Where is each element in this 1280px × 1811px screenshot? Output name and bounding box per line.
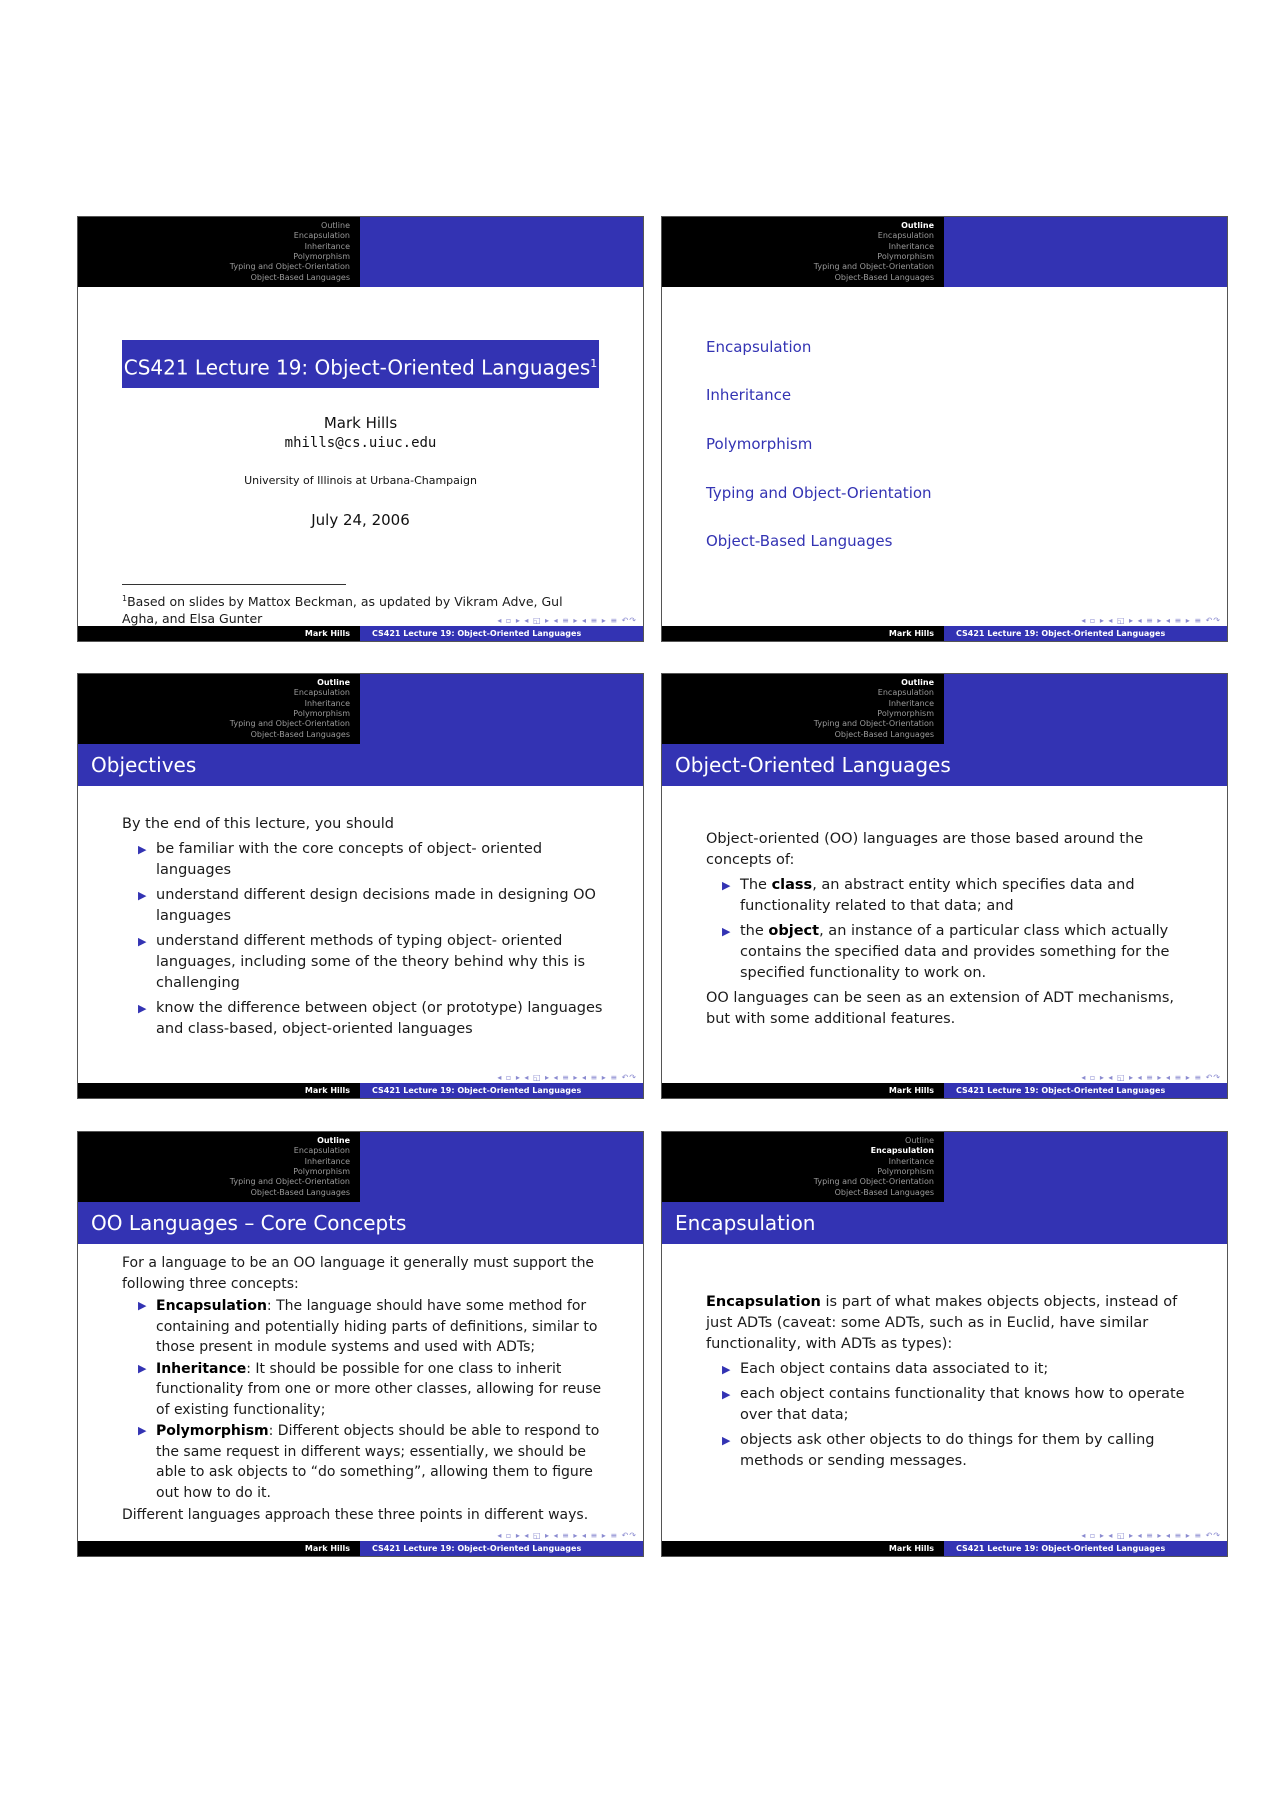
header-band (360, 674, 643, 744)
header-band (944, 217, 1227, 287)
outro-text: Different languages approach these three points in different ways. (122, 1507, 589, 1523)
nav-object-based[interactable]: Object-Based Languages (834, 1187, 934, 1197)
bullet-icon: ▶ (722, 1388, 731, 1401)
footer-title: CS421 Lecture 19: Object-Oriented Languages (360, 626, 643, 641)
slide-body (122, 814, 603, 1044)
text-post: : It should be possible for one class to inherit functionality from one or more other classes, allowing for reuse of existing functionality; (156, 1360, 602, 1418)
list-item (722, 921, 1187, 984)
nav-inheritance[interactable]: Inheritance (304, 241, 350, 251)
core-concepts-list (122, 1296, 603, 1503)
nav-polymorphism[interactable]: Polymorphism (877, 1167, 934, 1176)
bullet-icon: ▶ (138, 1299, 147, 1312)
intro-rest: is part of what makes objects objects, instead of just ADTs (caveat: some ADTs, such as in Euclid, have similar functionality, with ADTs as types): (706, 1294, 1178, 1352)
slide-header (662, 1132, 1227, 1202)
list-item-text: each object contains functionality that knows how to operate over that data; (740, 1386, 1185, 1423)
nav-encapsulation[interactable]: Encapsulation (293, 688, 350, 698)
slide-encapsulation (661, 1131, 1228, 1557)
frame-title: Objectives (78, 744, 643, 786)
bullet-icon: ▶ (722, 1363, 731, 1376)
slide-footer (662, 1541, 1227, 1556)
term-class: class (771, 877, 813, 893)
bullet-icon: ▶ (138, 935, 147, 948)
slide-footer (78, 1541, 643, 1556)
bullet-icon: ▶ (138, 1361, 147, 1375)
term-object: object (768, 923, 820, 939)
footer-title: CS421 Lecture 19: Object-Oriented Languages (944, 1541, 1227, 1556)
slide-objectives (77, 673, 644, 1099)
nav-object-based[interactable]: Object-Based Languages (834, 729, 934, 739)
nav-outline[interactable]: Outline (317, 678, 350, 688)
list-item (722, 1359, 1187, 1380)
text-post: , an instance of a particular class which actually contains the specified data and provides something for the specified functionality to work on. (740, 923, 1170, 981)
slide-footer (78, 1083, 643, 1098)
list-item (138, 931, 603, 994)
nav-object-based[interactable]: Object-Based Languages (250, 272, 350, 282)
frame-title: Object-Oriented Languages (662, 744, 1227, 786)
section-nav (78, 674, 360, 744)
bullet-icon: ▶ (722, 925, 731, 938)
list-item-text: Each object contains data associated to it; (740, 1361, 1049, 1377)
nav-outline[interactable]: Outline (901, 678, 934, 688)
footer-title: CS421 Lecture 19: Object-Oriented Languages (360, 1541, 643, 1556)
footer-title: CS421 Lecture 19: Object-Oriented Languages (944, 626, 1227, 641)
nav-typing[interactable]: Typing and Object-Orientation (229, 262, 350, 272)
toc-item-typing[interactable]: Typing and Object-Orientation (706, 484, 932, 502)
beamer-nav-symbols[interactable]: ◂ ▫ ▸ ◂ ◱ ▸ ◂ ≡ ▸ ◂ ≡ ▸ ≡ ↶↷ (1081, 616, 1221, 625)
text-pre: the (740, 923, 769, 939)
nav-inheritance[interactable]: Inheritance (304, 698, 350, 708)
header-band (944, 674, 1227, 744)
intro-text: For a language to be an OO language it generally must support the following three concepts: (122, 1255, 595, 1292)
slide-outline (661, 216, 1228, 642)
nav-typing[interactable]: Typing and Object-Orientation (229, 1177, 350, 1187)
list-item (138, 1296, 603, 1358)
nav-polymorphism[interactable]: Polymorphism (877, 709, 934, 718)
list-item-text: know the difference between object (or prototype) languages and class-based, object-oriented languages (156, 1000, 603, 1037)
header-band (360, 217, 643, 287)
nav-encapsulation[interactable]: Encapsulation (877, 231, 934, 241)
nav-outline[interactable]: Outline (321, 221, 350, 231)
title-footnote-mark: 1 (590, 357, 598, 370)
intro-text: By the end of this lecture, you should (122, 816, 394, 832)
header-band (944, 1132, 1227, 1202)
bullet-icon: ▶ (138, 843, 147, 856)
slide-body (706, 829, 1187, 1030)
nav-polymorphism[interactable]: Polymorphism (877, 252, 934, 261)
text-post: : Different objects should be able to respond to the same request in different ways; essentially, we should be able to ask objects to “do something”, allowing them to figure out how to do it. (156, 1423, 600, 1501)
nav-polymorphism[interactable]: Polymorphism (293, 709, 350, 718)
nav-object-based[interactable]: Object-Based Languages (834, 272, 934, 282)
nav-object-based[interactable]: Object-Based Languages (250, 729, 350, 739)
slide-footer (662, 626, 1227, 641)
footnote-text: Based on slides by Mattox Beckman, as updated by Vikram Adve, Gul Agha, and Elsa Gunter (122, 594, 563, 627)
author-email: mhills@cs.uiuc.edu (284, 435, 437, 451)
list-item-text: objects ask other objects to do things for them by calling methods or sending messages. (740, 1432, 1155, 1469)
term-encapsulation: Encapsulation (706, 1294, 821, 1310)
footer-author: Mark Hills (662, 626, 944, 641)
section-nav (662, 217, 944, 287)
nav-outline[interactable]: Outline (905, 1136, 934, 1146)
nav-typing[interactable]: Typing and Object-Orientation (229, 719, 350, 729)
list-item (138, 998, 603, 1040)
list-item-text: understand different design decisions made in designing OO languages (156, 887, 596, 924)
section-nav (78, 1132, 360, 1202)
footer-title: CS421 Lecture 19: Object-Oriented Languages (360, 1083, 643, 1098)
slide-header (78, 1132, 643, 1202)
list-item-text: be familiar with the core concepts of object- oriented languages (156, 841, 543, 878)
nav-encapsulation[interactable]: Encapsulation (877, 688, 934, 698)
outro-text: OO languages can be seen as an extension of ADT mechanisms, but with some additional features. (706, 990, 1175, 1027)
slide-title (77, 216, 644, 642)
beamer-nav-symbols[interactable]: ◂ ▫ ▸ ◂ ◱ ▸ ◂ ≡ ▸ ◂ ≡ ▸ ≡ ↶↷ (497, 616, 637, 625)
term-encapsulation: Encapsulation (156, 1298, 267, 1314)
nav-inheritance[interactable]: Inheritance (888, 1156, 934, 1166)
bullet-icon: ▶ (138, 1002, 147, 1015)
footer-author: Mark Hills (78, 1083, 360, 1098)
frame-title: Encapsulation (662, 1202, 1227, 1244)
bullet-icon: ▶ (722, 1434, 731, 1447)
nav-outline[interactable]: Outline (317, 1136, 350, 1146)
encapsulation-list (706, 1359, 1187, 1472)
beamer-nav-symbols[interactable]: ◂ ▫ ▸ ◂ ◱ ▸ ◂ ≡ ▸ ◂ ≡ ▸ ≡ ↶↷ (1081, 1531, 1221, 1540)
list-item (722, 1430, 1187, 1472)
slide-header (662, 674, 1227, 744)
footer-author: Mark Hills (662, 1083, 944, 1098)
footnote-rule (122, 584, 346, 585)
nav-inheritance[interactable]: Inheritance (888, 698, 934, 708)
header-band (360, 1132, 643, 1202)
bullet-icon: ▶ (722, 879, 731, 892)
section-nav (662, 674, 944, 744)
nav-object-based[interactable]: Object-Based Languages (250, 1187, 350, 1197)
slide-header (78, 674, 643, 744)
list-item (138, 885, 603, 927)
nav-polymorphism[interactable]: Polymorphism (293, 252, 350, 261)
slide-oo-languages (661, 673, 1228, 1099)
section-nav (662, 1132, 944, 1202)
intro-text (706, 1292, 1187, 1355)
list-item-text: understand different methods of typing object- oriented languages, including some of the theory behind why this is challenging (156, 933, 586, 991)
slide-footer (662, 1083, 1227, 1098)
slide-body (122, 1253, 603, 1526)
list-item (722, 1384, 1187, 1426)
bullet-icon: ▶ (138, 889, 147, 902)
nav-inheritance[interactable]: Inheritance (304, 1156, 350, 1166)
intro-text: Object-oriented (OO) languages are those based around the concepts of: (706, 831, 1144, 868)
footer-author: Mark Hills (662, 1541, 944, 1556)
institution: University of Illinois at Urbana-Champaign (244, 474, 477, 487)
nav-encapsulation[interactable]: Encapsulation (293, 1146, 350, 1156)
slide-core-concepts (77, 1131, 644, 1557)
lecture-title-box (122, 340, 599, 388)
text-pre: The (740, 877, 772, 893)
text-post: , an abstract entity which specifies data and functionality related to that data; and (740, 877, 1135, 914)
text-post: : The language should have some method for containing and potentially hiding parts of definitions, similar to those present in module systems and used with ADTs; (156, 1298, 598, 1355)
nav-encapsulation[interactable]: Encapsulation (293, 231, 350, 241)
slide-header (78, 217, 643, 287)
term-inheritance: Inheritance (156, 1360, 247, 1377)
toc-item-object-based[interactable]: Object-Based Languages (706, 532, 893, 550)
lecture-title: CS421 Lecture 19: Object-Oriented Languages (123, 355, 591, 380)
toc-item-polymorphism[interactable]: Polymorphism (706, 435, 813, 453)
nav-outline[interactable]: Outline (901, 221, 934, 231)
nav-polymorphism[interactable]: Polymorphism (293, 1167, 350, 1176)
lecture-date: July 24, 2006 (311, 511, 410, 529)
toc-item-encapsulation[interactable]: Encapsulation (706, 338, 812, 356)
list-item (138, 839, 603, 881)
beamer-nav-symbols[interactable]: ◂ ▫ ▸ ◂ ◱ ▸ ◂ ≡ ▸ ◂ ≡ ▸ ≡ ↶↷ (1081, 1073, 1221, 1082)
nav-encapsulation[interactable]: Encapsulation (870, 1146, 934, 1156)
nav-typing[interactable]: Typing and Object-Orientation (813, 262, 934, 272)
footer-author: Mark Hills (78, 626, 360, 641)
list-item (138, 1359, 603, 1421)
term-polymorphism: Polymorphism (156, 1423, 269, 1439)
author-name: Mark Hills (323, 414, 398, 432)
footer-title: CS421 Lecture 19: Object-Oriented Languages (944, 1083, 1227, 1098)
nav-inheritance[interactable]: Inheritance (888, 241, 934, 251)
list-item (722, 875, 1187, 917)
footer-author: Mark Hills (78, 1541, 360, 1556)
nav-typing[interactable]: Typing and Object-Orientation (813, 1177, 934, 1187)
slide-footer (78, 626, 643, 641)
frame-title: OO Languages – Core Concepts (78, 1202, 643, 1244)
concepts-list (706, 875, 1187, 984)
slide-header (662, 217, 1227, 287)
objectives-list (122, 839, 603, 1040)
section-nav (78, 217, 360, 287)
bullet-icon: ▶ (138, 1424, 147, 1437)
toc-item-inheritance[interactable]: Inheritance (706, 386, 792, 404)
list-item (138, 1421, 603, 1503)
beamer-nav-symbols[interactable]: ◂ ▫ ▸ ◂ ◱ ▸ ◂ ≡ ▸ ◂ ≡ ▸ ≡ ↶↷ (497, 1531, 637, 1540)
beamer-nav-symbols[interactable]: ◂ ▫ ▸ ◂ ◱ ▸ ◂ ≡ ▸ ◂ ≡ ▸ ≡ ↶↷ (497, 1073, 637, 1082)
nav-typing[interactable]: Typing and Object-Orientation (813, 719, 934, 729)
slide-body (706, 1292, 1187, 1476)
footnote-mark: 1 (122, 594, 128, 603)
